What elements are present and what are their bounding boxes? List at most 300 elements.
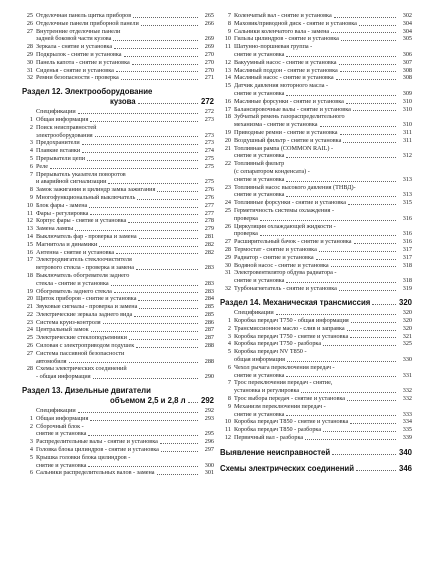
toc-row — [220, 238, 412, 246]
toc-entry — [22, 233, 214, 241]
toc-row — [220, 403, 412, 411]
entry-number: 12 — [224, 58, 231, 66]
toc-row — [22, 139, 214, 147]
dot-leader — [82, 144, 198, 145]
entry-continuation: снятие и установка — [234, 175, 285, 183]
entry-number: 5 — [29, 154, 33, 162]
entry-continuation: и аварийной сигнализации — [36, 178, 107, 186]
toc-row — [220, 434, 412, 442]
toc-left-column — [22, 12, 214, 477]
dot-leader — [260, 235, 396, 236]
toc-row — [220, 35, 412, 43]
entry-page: 265 — [204, 12, 214, 19]
section-page: 320 — [398, 297, 412, 307]
entry-page: 273 — [204, 115, 214, 123]
dot-leader — [286, 415, 396, 416]
entry-number: 13 — [224, 66, 231, 74]
schemes-heading — [220, 464, 412, 474]
toc-row — [220, 12, 412, 20]
entry-page: 266 — [204, 19, 214, 27]
entry-number: 25 — [26, 334, 33, 342]
entry-page: 269 — [204, 43, 214, 51]
entry-page: 301 — [204, 469, 214, 477]
entry-number: 27 — [224, 238, 231, 246]
section-title: Раздел 14. Механическая трансмиссия — [220, 297, 371, 307]
entry-title: Шатунно-поршневая группа - — [234, 43, 313, 51]
entry-title: Спецификации — [36, 108, 76, 116]
toc-entry — [22, 241, 214, 249]
toc-row — [22, 272, 214, 280]
entry-number: 1 — [227, 316, 231, 324]
toc-row-continuation — [220, 121, 412, 129]
entry-continuation: снятие и установка — [234, 277, 285, 285]
dot-leader — [319, 251, 396, 252]
entry-page: 281 — [204, 232, 214, 240]
entry-title: Панель капота - снятие и установка — [36, 58, 130, 66]
toc-entry — [22, 12, 214, 20]
entry-number: 20 — [26, 295, 33, 303]
entry-continuation: снятие и установка — [234, 89, 285, 97]
entry-page: 317 — [402, 245, 412, 253]
faults-heading — [220, 448, 412, 458]
entry-number: 21 — [224, 144, 231, 152]
toc-entry — [220, 67, 412, 75]
toc-entry — [22, 407, 214, 415]
toc-entry — [220, 35, 412, 43]
entry-title: Механизм переключения передач - — [234, 402, 326, 410]
entry-continuation: - общая информация — [36, 373, 91, 381]
toc-entry — [220, 254, 412, 262]
dot-leader — [141, 25, 198, 26]
dot-leader — [323, 431, 396, 432]
toc-entry — [220, 207, 412, 223]
toc-row — [22, 194, 214, 202]
toc-entry — [220, 160, 412, 183]
dot-leader — [91, 331, 198, 332]
entry-number: 11 — [225, 43, 231, 51]
entry-title: Радиатор - снятие и установка — [234, 253, 314, 261]
toc-row — [22, 43, 214, 51]
dot-leader — [78, 113, 198, 114]
entry-title: Реле — [36, 162, 48, 170]
entry-title: Трос переключения передач - снятие, — [234, 379, 333, 387]
entry-number: 16 — [224, 97, 231, 105]
entry-number: 15 — [224, 82, 231, 90]
toc-row-continuation — [22, 430, 214, 438]
entry-number: 31 — [26, 66, 33, 74]
entry-page: 318 — [402, 261, 412, 269]
toc-entry — [220, 129, 412, 137]
dot-leader — [339, 64, 396, 65]
toc-entry — [22, 446, 214, 454]
toc-entry — [220, 348, 412, 364]
toc-entry — [22, 469, 214, 477]
entry-title: Коробка передач T850 - снятие и установка — [234, 418, 349, 426]
toc-entry — [22, 288, 214, 296]
entry-page: 287 — [204, 326, 214, 334]
entry-number: 24 — [224, 199, 231, 207]
entry-continuation: стекла - снятие и установка — [36, 279, 109, 287]
entry-number: 22 — [26, 310, 33, 318]
entry-title: Сальники распределительных валов - замена — [36, 469, 155, 477]
dot-leader — [332, 454, 396, 455]
entry-number: 7 — [227, 12, 231, 19]
entry-number: 2 — [227, 324, 231, 332]
entry-title: Система пассивной безопасности — [36, 349, 125, 357]
dot-leader — [286, 181, 396, 182]
dot-leader — [350, 337, 396, 338]
entry-number: 12 — [26, 217, 33, 225]
dot-leader — [137, 199, 198, 200]
toc-entry — [22, 202, 214, 210]
dot-leader — [347, 400, 396, 401]
entry-title: Гильзы цилиндров - снятие и установка — [234, 35, 339, 43]
entry-page: 332 — [402, 387, 412, 395]
entry-title: Фары - регулировка — [36, 209, 89, 217]
toc-entry — [22, 311, 214, 319]
entry-page: 330 — [402, 355, 412, 363]
entry-title: Коробка передач T750 - разборка — [234, 340, 322, 348]
entry-title: Зеркала - снятие и установка — [36, 43, 113, 51]
entry-number: 6 — [29, 469, 33, 477]
heading-title: Выявление неисправностей — [220, 447, 331, 457]
toc-row — [22, 225, 214, 233]
entry-number: 30 — [26, 58, 33, 66]
dot-leader — [111, 285, 198, 286]
section-heading — [22, 87, 214, 106]
toc-row — [220, 364, 412, 372]
entry-number: 8 — [227, 394, 231, 402]
entry-title: Масляные форсунки - снятие и установка — [234, 97, 344, 105]
entry-title: Спецификации — [234, 309, 274, 317]
toc-entry — [22, 319, 214, 327]
toc-row — [220, 59, 412, 67]
toc-row — [22, 186, 214, 194]
entry-page: 270 — [204, 66, 214, 74]
dot-leader — [323, 345, 396, 346]
toc-entry — [220, 59, 412, 67]
entry-page: 276 — [204, 193, 214, 201]
toc-row — [22, 365, 214, 373]
dot-leader — [305, 439, 396, 440]
entry-number: 1 — [29, 414, 33, 422]
toc-entry — [22, 139, 214, 147]
entry-title: Сальники коленчатого вала - замена — [234, 27, 330, 35]
toc-row-continuation — [220, 372, 412, 380]
entry-title: Электродвигатель стеклоочистителя — [36, 256, 132, 264]
entry-number: 19 — [26, 287, 33, 295]
toc-entry — [22, 20, 214, 28]
toc-row — [22, 28, 214, 36]
entry-page: 270 — [204, 50, 214, 58]
entry-number: 17 — [26, 256, 33, 264]
entry-page: 277 — [204, 209, 214, 217]
dot-leader — [99, 246, 198, 247]
toc-entry — [22, 67, 214, 75]
entry-title: Крышка головки блока цилиндров - — [36, 453, 131, 461]
entry-title: Ремни безопасности - проверка — [36, 74, 119, 82]
dot-leader — [286, 157, 396, 158]
entry-number: 14 — [224, 74, 231, 82]
entry-title: Коленчатый вал - снятие и установка — [234, 12, 332, 19]
entry-title: Турбонагнетатель - снятие и установка — [234, 284, 337, 292]
toc-entry — [220, 333, 412, 341]
toc-row — [220, 325, 412, 333]
toc-row — [22, 124, 214, 132]
entry-title: Плавкие вставки — [36, 147, 81, 155]
entry-number: 31 — [224, 269, 231, 277]
dot-leader — [331, 266, 396, 267]
entry-title: Корпус фары - снятие и установка — [36, 217, 127, 225]
toc-row — [22, 342, 214, 350]
entry-page: 320 — [402, 309, 412, 317]
dot-leader — [343, 142, 396, 143]
toc-entry — [22, 59, 214, 67]
entry-number: 13 — [26, 225, 33, 233]
entry-number: 28 — [26, 365, 33, 373]
entry-title: Воздушный фильтр - снятие и установка — [234, 136, 342, 144]
toc-row — [22, 202, 214, 210]
dot-leader — [93, 378, 198, 379]
entry-number: 16 — [26, 248, 33, 256]
entry-number: 11 — [225, 426, 231, 434]
toc-row-continuation — [220, 356, 412, 364]
dot-leader — [341, 40, 396, 41]
dot-leader — [124, 56, 198, 57]
entry-number: 25 — [26, 12, 33, 19]
dot-leader — [160, 443, 198, 444]
toc-row — [220, 269, 412, 277]
toc-row-continuation — [22, 178, 214, 186]
entry-number: 26 — [26, 19, 33, 27]
dot-leader — [90, 214, 198, 215]
entry-continuation: снятие и установка — [234, 410, 285, 418]
entry-title: Спецификации — [36, 407, 76, 415]
dot-leader — [348, 204, 396, 205]
toc-entry — [22, 415, 214, 423]
toc-entry — [220, 98, 412, 106]
entry-page: 321 — [402, 332, 412, 340]
entry-page: 315 — [402, 199, 412, 207]
toc-row-continuation — [22, 358, 214, 366]
entry-title: Схемы электрических соединений — [36, 365, 127, 373]
entry-title: Электрические стеклоподъемники — [36, 334, 127, 342]
dot-leader — [121, 79, 198, 80]
dot-leader — [82, 152, 198, 153]
heading-page: 340 — [398, 447, 412, 457]
entry-title: Замок зажигания и цилиндр замка зажигания — [36, 186, 156, 194]
toc-row-continuation — [220, 215, 412, 223]
entry-page: 306 — [402, 50, 412, 58]
dot-leader — [138, 300, 198, 301]
entry-title: Головка блока цилиндров - снятие и установка — [36, 446, 159, 454]
toc-row — [22, 407, 214, 415]
entry-title: Коробка передач NV T850 - — [234, 348, 307, 356]
entry-title: Выключатель фар - проверка и замена — [36, 232, 137, 240]
entry-number: 5 — [29, 453, 33, 461]
entry-continuation: общая информация — [234, 355, 285, 363]
entry-title: Сиденья - снятие и установка — [36, 66, 114, 74]
entry-page: 273 — [204, 131, 214, 139]
entry-page: 307 — [402, 58, 412, 66]
entry-number: 24 — [26, 326, 33, 334]
toc-row — [220, 184, 412, 192]
entry-page: 283 — [204, 287, 214, 295]
toc-row — [220, 379, 412, 387]
toc-row — [220, 285, 412, 293]
entry-title: Датчик давления моторного масла - — [234, 82, 329, 90]
entry-title: Магнитола и динамики — [36, 240, 98, 248]
toc-entry — [220, 317, 412, 325]
toc-row-continuation — [220, 51, 412, 59]
entry-page: 317 — [402, 253, 412, 261]
entry-page: 319 — [402, 284, 412, 292]
entry-title: Отделочные панели приборной панели — [36, 19, 139, 27]
heading-title: Схемы электрических соединений — [220, 463, 354, 473]
toc-row-continuation — [220, 387, 412, 395]
entry-page: 287 — [204, 334, 214, 342]
heading-page: 346 — [398, 463, 412, 473]
section-heading — [22, 386, 214, 405]
entry-page: 309 — [402, 89, 412, 97]
dot-leader — [334, 17, 396, 18]
entry-page: 283 — [204, 279, 214, 287]
toc-entry — [22, 423, 214, 439]
dot-leader — [116, 71, 198, 72]
entry-title: Система круиз-контроля — [36, 318, 101, 326]
dot-leader — [286, 196, 396, 197]
entry-number: 2 — [29, 422, 33, 430]
entry-number: 32 — [224, 284, 231, 292]
entry-page: 310 — [402, 97, 412, 105]
dot-leader — [78, 412, 198, 413]
entry-title: Прерыватели цепи — [36, 154, 86, 162]
entry-page: 277 — [204, 201, 214, 209]
entry-number: 10 — [224, 35, 231, 43]
entry-title: Замена лампы — [36, 225, 74, 233]
section-title: Раздел 13. Дизельные двигатели — [22, 386, 151, 396]
entry-page: 316 — [402, 238, 412, 246]
entry-number: 19 — [224, 128, 231, 136]
entry-title: Силовая с электроприводом подушек — [36, 342, 135, 350]
toc-entry — [220, 184, 412, 200]
entry-number: 11 — [27, 209, 33, 217]
dot-leader — [350, 423, 396, 424]
toc-entry — [220, 285, 412, 293]
toc-entry — [220, 12, 412, 20]
entry-page: 311 — [402, 136, 412, 144]
entry-title: Водяной насос - снятие и установка — [234, 261, 329, 269]
entry-number: 32 — [26, 74, 33, 82]
toc-entry — [22, 108, 214, 116]
entry-page: 313 — [402, 175, 412, 183]
toc-entry — [220, 418, 412, 426]
entry-continuation: снятие и установка — [234, 50, 285, 58]
entry-number: 9 — [227, 402, 231, 410]
section-page: 272 — [200, 96, 214, 106]
toc-row — [220, 129, 412, 137]
dot-leader — [139, 238, 198, 239]
dot-leader — [286, 376, 396, 377]
toc-row — [22, 288, 214, 296]
toc-entry — [22, 194, 214, 202]
entry-page: 285 — [204, 303, 214, 311]
entry-title: Топливный насос высокого давления (ТНВД)- — [234, 183, 356, 191]
dot-leader — [347, 330, 396, 331]
entry-title: Блок фары - замена — [36, 201, 88, 209]
toc-row — [22, 446, 214, 454]
dot-leader — [138, 103, 198, 104]
toc-entry — [22, 438, 214, 446]
entry-title: Общая информация — [36, 115, 89, 123]
toc-row-continuation — [22, 462, 214, 470]
entry-page: 270 — [204, 58, 214, 66]
toc-row — [22, 469, 214, 477]
entry-title: Центральный замок — [36, 326, 89, 334]
toc-row — [22, 249, 214, 257]
entry-title: Щиток приборов - снятие и установка — [36, 295, 137, 303]
entry-page: 334 — [402, 418, 412, 426]
entry-title: Коробка передач T850 - разборка — [234, 426, 322, 434]
dot-leader — [157, 474, 198, 475]
toc-entry — [22, 256, 214, 272]
entry-title: Прерыватель указателя поворотов — [36, 170, 126, 178]
toc-row-continuation — [22, 264, 214, 272]
entry-number: 3 — [227, 332, 231, 340]
entry-title: Электрические зеркала заднего вида — [36, 310, 133, 318]
entry-page: 316 — [402, 214, 412, 222]
entry-title: Термостат - снятие и установка — [234, 245, 317, 253]
entry-page: 311 — [402, 128, 412, 136]
toc-row — [22, 171, 214, 179]
entry-number: 15 — [26, 240, 33, 248]
entry-number: 6 — [29, 162, 33, 170]
dot-leader — [116, 253, 198, 254]
entry-number: 1 — [29, 115, 33, 123]
toc-entry — [220, 238, 412, 246]
entry-page: 331 — [402, 371, 412, 379]
entry-continuation: механизма - снятие и установка — [234, 121, 318, 129]
toc-row — [220, 395, 412, 403]
dot-leader — [286, 95, 396, 96]
toc-row — [22, 334, 214, 342]
entry-page: 275 — [204, 154, 214, 162]
entry-number: 14 — [26, 232, 33, 240]
entry-continuation: проверка — [234, 230, 258, 238]
toc-row-continuation — [220, 277, 412, 285]
toc-row — [220, 113, 412, 121]
dot-leader — [340, 71, 396, 72]
dot-leader — [136, 347, 198, 348]
entry-title: Первичный вал - разборка — [234, 433, 304, 441]
dot-leader — [157, 191, 198, 192]
toc-entry — [22, 171, 214, 187]
entry-number: 18 — [224, 113, 231, 121]
toc-row — [220, 43, 412, 51]
toc-row — [220, 145, 412, 153]
dot-leader — [88, 435, 198, 436]
toc-entry — [220, 340, 412, 348]
toc-row — [220, 82, 412, 90]
dot-leader — [351, 322, 396, 323]
dot-leader — [114, 292, 198, 293]
entry-title: Коробка передач T750 - снятие и установка — [234, 332, 349, 340]
dot-leader — [316, 259, 396, 260]
entry-page: 273 — [204, 139, 214, 147]
entry-title: Чехол рычага переключения передач - — [234, 363, 335, 371]
section-heading — [220, 298, 412, 308]
dot-leader — [132, 64, 198, 65]
